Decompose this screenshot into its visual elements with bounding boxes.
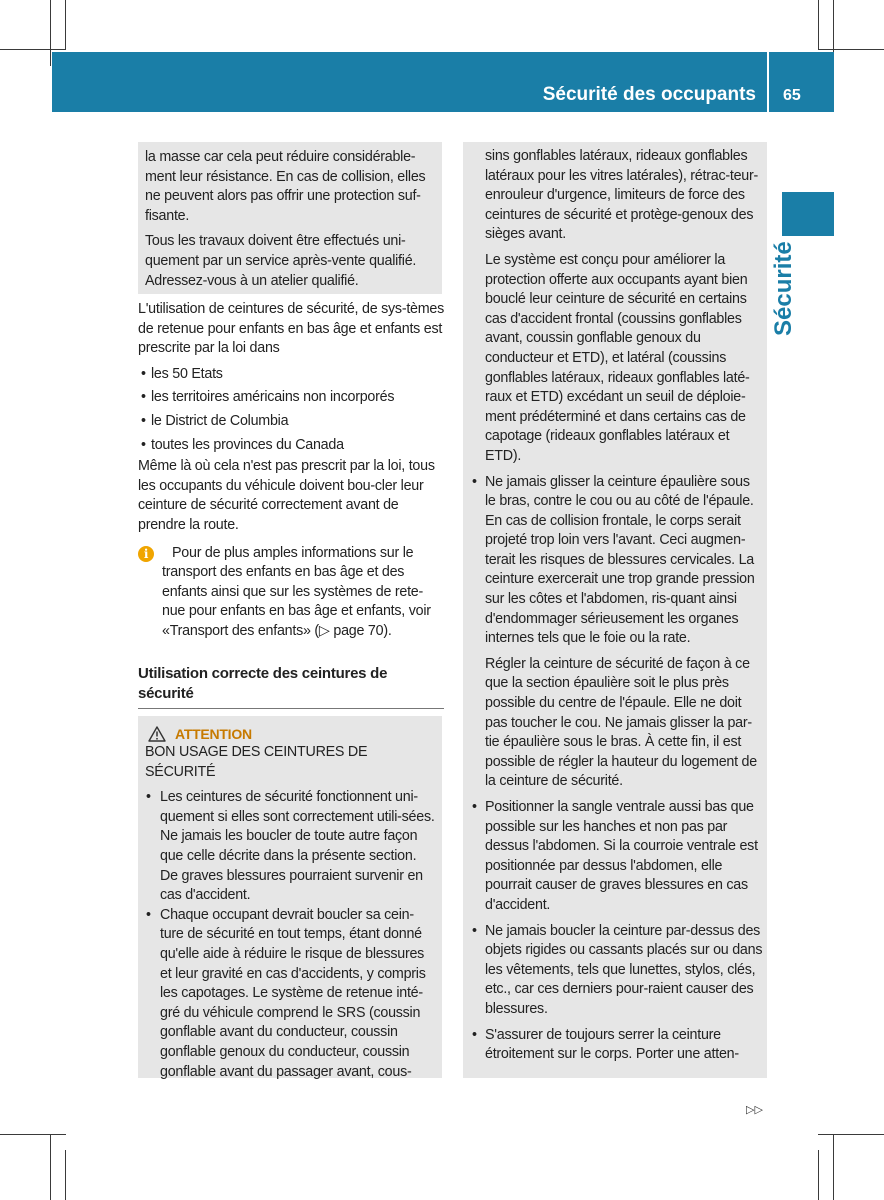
main-text-column (138, 300, 444, 709)
warning-box (138, 716, 442, 1078)
info-icon: i (138, 546, 154, 562)
crop-mark (833, 1134, 834, 1200)
section-tab-block (782, 192, 834, 236)
intro-paragraph: L'utilisation de ceintures de sécurité, de sys-tèmes de retenue pour enfants en bas âge et enfants est prescrite par la loi dans (138, 301, 445, 357)
continued-marker: ▷▷ (746, 1104, 763, 1116)
warning-list-item: • Chaque occupant devrait boucler sa cein-ture de sécurité en tout temps, étant donné qu'elle aide à réduire le risque de blessures et leur gravité en cas d'accidents, y compris les capotages. Le système de retenue inté-gré du véhicule comprend le SRS (coussin gonflable avant du conducteur, coussin gonflable genoux du conducteur, coussin gonflable avant du passager avant, cous- (145, 906, 436, 1082)
page-number: 65 (783, 87, 801, 104)
warning-continuation-box (463, 142, 767, 1078)
list-item: • les 50 Etats (138, 365, 444, 385)
warning-subtitle: BON USAGE DES CEINTURES DE SÉCURITÉ (145, 744, 368, 780)
warning-header (145, 716, 436, 743)
crop-mark (818, 49, 884, 50)
note-paragraph: la masse car cela peut réduire considérable-ment leur résistance. En cas de collision, elles ne peuvent alors pas offrir une protection suf-fisante. (145, 149, 426, 224)
warning-list-item: • Les ceintures de sécurité fonctionnent uni-quement si elles sont correctement utili-sées. Ne jamais les boucler de toute autre façon que celle décrite dans la présente section. De graves blessures pourraient survenir en cas d'accident. (145, 788, 436, 906)
header-separator (767, 52, 769, 112)
list-item: • toutes les provinces du Canada (138, 436, 444, 456)
crop-mark (65, 0, 66, 50)
warning-title: ATTENTION (175, 726, 252, 742)
body-paragraph: Régler la ceinture de sécurité de façon à ce que la section épaulière soit le plus près possible du centre de l'épaule. Elle ne doit pas toucher le cou. Ne jamais glisser la par-tie épaulière sous le bras. À cette fin, il est possible de régler la hauteur du logement de la ceinture de sécurité. (485, 655, 757, 790)
crop-mark (818, 1150, 819, 1200)
info-text: Pour de plus amples informations sur le transport des enfants en bas âge et des enfants ainsi que sur les systèmes de rete-nue pour enfants en bas âge et enfants, voir «Transport des enfants» (▷ page 70). (162, 544, 431, 639)
warning-list-item: • Ne jamais glisser la ceinture épaulière sous le bras, contre le cou ou au côté de l'épaule. En cas de collision frontale, le corps serait projeté trop loin vers l'avant. Ceci augmen-terait les risques de blessures cervicales. La ceinture exercerait une trop grande pression sur les côtes et l'abdomen, ris-quant ainsi d'endommager sérieusement les organes internes tels que le foie ou la rate. (485, 473, 764, 649)
body-paragraph: Même là où cela n'est pas prescrit par la loi, tous les occupants du véhicule doivent bou-cler leur ceinture de sécurité correctement avant de prendre la route. (138, 458, 435, 533)
crop-mark (50, 1134, 51, 1200)
crop-mark (65, 1150, 66, 1200)
body-paragraph: Le système est conçu pour améliorer la protection offerte aux occupants ayant bien bouclé leur ceinture de sécurité en certains cas d'accident frontal (coussins gonflables avant, coussin gonflable genoux du conducteur et ETD), et latéral (coussins gonflables latéraux, rideaux gonflables laté-raux et ETD) excédant un seuil de déploie-ment prédéterminé et dans certains cas de capotage (rideaux gonflables latéraux et ETD). (485, 251, 750, 464)
continued-note-box (138, 142, 442, 294)
crop-mark (818, 0, 819, 50)
warning-list-item: • Ne jamais boucler la ceinture par-dessus des objets rigides ou cassants placés sur ou dans les vêtements, tels que lunettes, stylos, clés, etc., car ces derniers pour-raient causer des blessures. (485, 922, 764, 1020)
crop-mark (0, 1134, 66, 1135)
body-paragraph: sins gonflables latéraux, rideaux gonflables latéraux pour les vitres latérales), rétrac-teur-enrouleur d'urgence, limiteurs de force des ceintures de sécurité et protège-genoux des sièges avant. (485, 148, 758, 243)
list-item: • le District de Columbia (138, 412, 444, 432)
note-paragraph: Tous les travaux doivent être effectués uni-quement par un service après-vente qualifié. Adressez-vous à un atelier qualifié. (145, 233, 417, 289)
warning-triangle-icon (148, 726, 166, 742)
section-tab-label: Sécurité (770, 241, 797, 336)
warning-list-item: • S'assurer de toujours serrer la ceinture étroitement sur le corps. Porter une atten- (485, 1026, 764, 1065)
info-note (138, 544, 444, 642)
crop-mark (818, 1134, 884, 1135)
section-heading: Utilisation correcte des ceintures de sécurité (138, 664, 444, 709)
crop-mark (50, 0, 51, 66)
crop-mark (0, 49, 66, 50)
page-title: Sécurité des occupants (542, 84, 756, 105)
list-item: • les territoires américains non incorporés (138, 388, 444, 408)
warning-list-item: • Positionner la sangle ventrale aussi bas que possible sur les hanches et non pas par dessus l'abdomen. Si la courroie ventrale est positionnée par dessus l'abdomen, elle pourrait causer de graves blessures en cas d'accident. (485, 798, 764, 916)
